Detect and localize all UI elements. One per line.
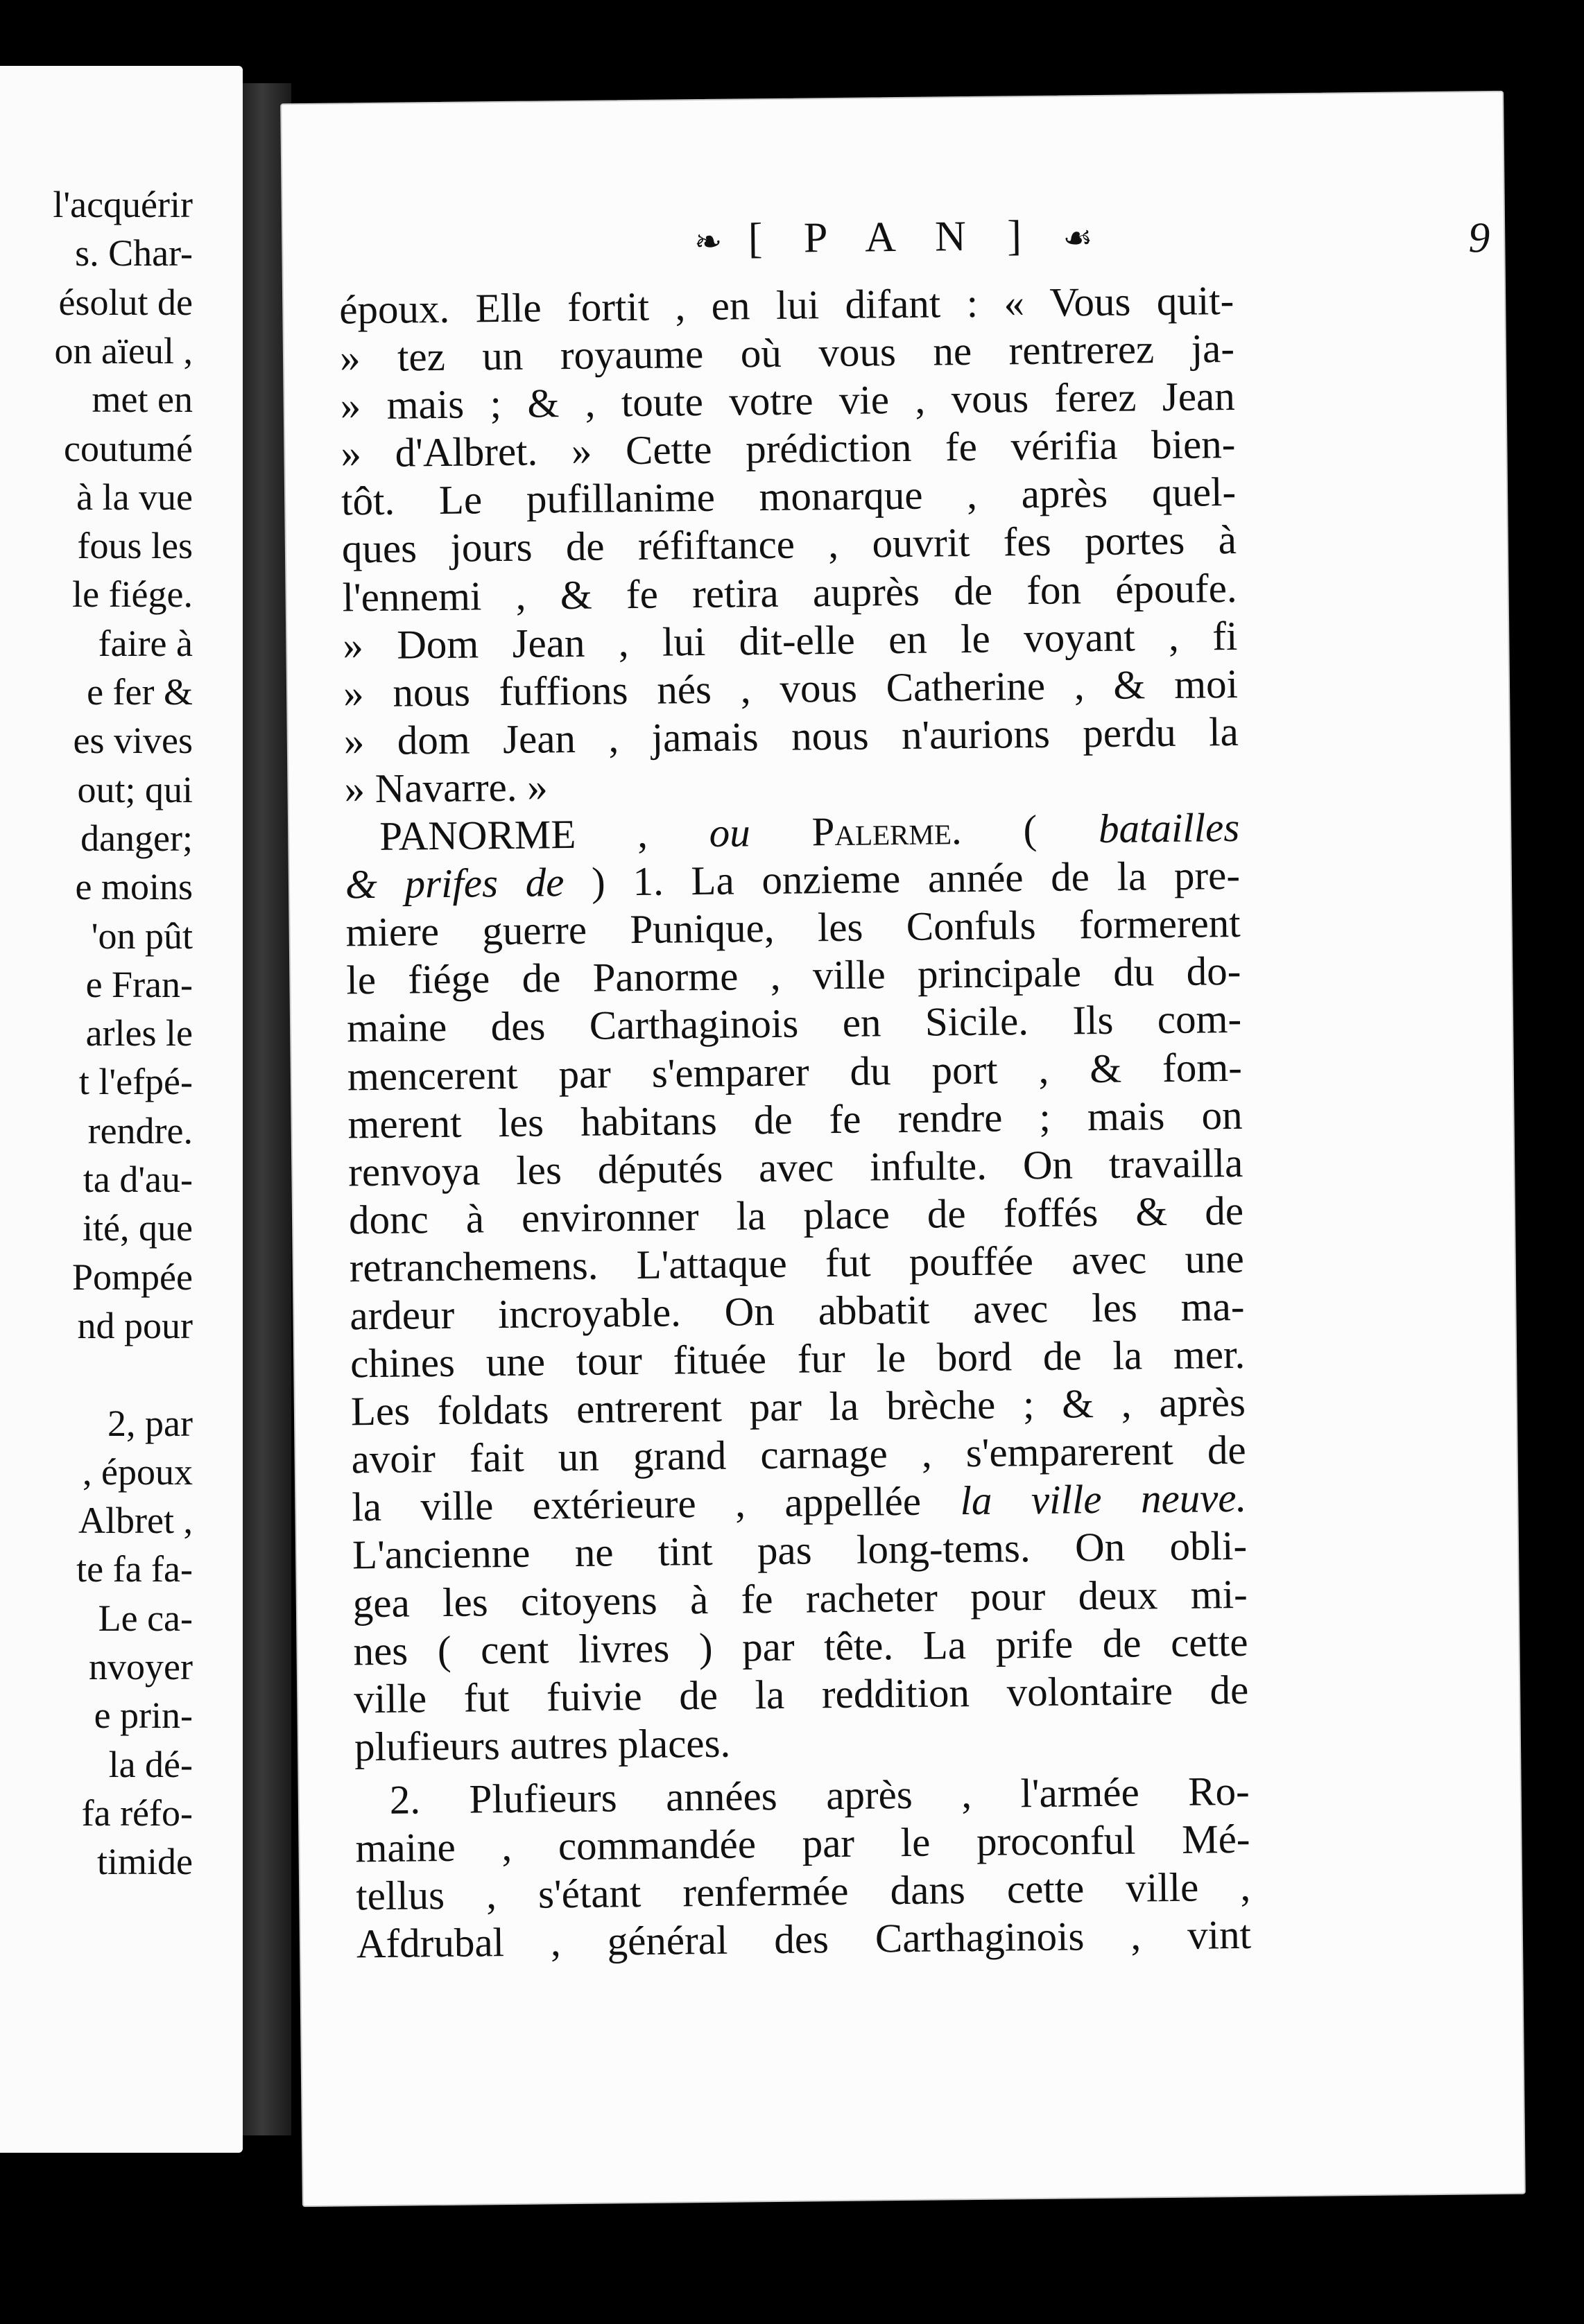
left-page-line: e Fran-: [85, 963, 193, 1005]
left-page-line: 'on pût: [91, 914, 193, 957]
paren-open: (: [1023, 806, 1038, 853]
left-page-line: ité, que: [83, 1207, 193, 1249]
left-page-line: te fa fa-: [76, 1548, 193, 1590]
text-line: avoir fait un grand carnage , s'emparerent de: [351, 1427, 1246, 1482]
text-line: ardeur incroyable. On abbatit avec les ma-: [350, 1283, 1245, 1339]
left-page-line: , époux: [83, 1450, 193, 1493]
left-page-line: fous les: [77, 525, 193, 567]
text-line: donc à environner la place de foffés & de: [348, 1187, 1244, 1243]
text-line: 2. Plufieurs années après , l'armée Ro-: [389, 1767, 1250, 1823]
text-line: L'ancienne ne tint pas long-tems. On obli-: [352, 1523, 1248, 1578]
left-page-line: 2, par: [107, 1402, 193, 1444]
left-page-line: es vives: [73, 720, 193, 762]
entry-first-line-text: 1. La onzieme année de la pre-: [632, 852, 1241, 905]
left-page-line: e prin-: [94, 1694, 193, 1737]
paren-close: ): [591, 858, 606, 905]
entry-subject-a: batailles: [1098, 804, 1240, 852]
left-page-line: Pompée: [72, 1256, 193, 1298]
text-line: » tez un royaume où vous ne rentrerez ja-: [339, 325, 1235, 381]
text-line: maine des Carthaginois en Sicile. Ils com-: [346, 996, 1242, 1051]
left-page-line: rendre.: [87, 1109, 193, 1152]
left-page-line: le fiége.: [72, 573, 193, 616]
text-line: ville fut fuivie de la reddition volontaire de: [353, 1666, 1249, 1722]
left-page-line: t l'efpé-: [78, 1061, 193, 1103]
text-line: mencerent par s'emparer du port , & fom-: [347, 1043, 1243, 1099]
left-page-line: faire à: [98, 622, 193, 664]
left-page-line: ésolut de: [58, 281, 193, 323]
left-page-line: coutumé: [64, 427, 193, 469]
text-line: » nous fuffions nés , vous Catherine , & moi: [343, 660, 1239, 716]
text-line: » Dom Jean , lui dit-elle en le voyant , fi: [342, 612, 1238, 668]
text-line: renvoya les députés avec infulte. On travailla: [347, 1139, 1243, 1195]
left-page-line: à la vue: [76, 476, 193, 518]
text-line: miere guerre Punique, les Confuls formerent: [345, 900, 1241, 955]
left-page-line: on aïeul ,: [54, 329, 193, 372]
right-page: [280, 91, 1526, 2207]
alt-headword: Palerme.: [811, 807, 963, 855]
left-page-line: ta d'au-: [83, 1159, 193, 1200]
left-page-line: met en: [92, 379, 193, 421]
ville-neuve-italic: la ville neuve.: [960, 1475, 1247, 1524]
left-page-line: timide: [97, 1841, 193, 1883]
left-page-line: e fer &: [87, 671, 193, 713]
text-line: tôt. Le pufillanime monarque , après quel-: [341, 469, 1237, 524]
left-page-line: nvoyer: [89, 1646, 193, 1688]
page-number: 9: [1467, 214, 1490, 262]
left-facing-page: [0, 66, 243, 2153]
text-line: le fiége de Panorme , ville principale du do-: [346, 948, 1241, 1003]
running-head-text: [ P A N ]: [748, 211, 1038, 263]
text-line: Afdrubal , général des Carthaginois , vint: [356, 1911, 1252, 1967]
text-line: » mais ; & , toute votre vie , vous ferez Jean: [340, 373, 1236, 428]
text-line: merent les habitans de fe rendre ; mais on: [347, 1091, 1243, 1147]
text-line: » d'Albret. » Cette prédiction fe vérifia bien-: [341, 421, 1236, 476]
headword-connector: ou: [709, 809, 751, 856]
left-page-line: arles le: [85, 1012, 193, 1055]
left-page-line: e moins: [75, 866, 193, 908]
left-page-line: Albret ,: [78, 1500, 193, 1542]
ornament-right-icon: ☙: [1062, 220, 1093, 257]
text-line: l'ennemi , & fe retira auprès de fon époufe.: [342, 564, 1237, 620]
text-line: plufieurs autres places.: [354, 1719, 731, 1770]
text-line: époux. Elle fortit , en lui difant : « Vous quit-: [338, 277, 1234, 333]
text-line: ques jours de réfiftance , ouvrit fes portes à: [341, 517, 1237, 572]
left-page-line: fa réfo-: [81, 1792, 193, 1834]
headword: PANORME: [379, 810, 576, 859]
paragraph-2: [354, 1767, 1251, 1968]
text-line: Les foldats entrerent par la brèche ; & , après: [350, 1379, 1246, 1434]
left-page-line: la dé-: [108, 1743, 193, 1785]
entry-headline: PANORME , ou Palerme. ( batailles: [379, 804, 1240, 859]
left-page-line: s. Char-: [75, 232, 193, 275]
opening-paragraph: [339, 277, 1239, 813]
text-line: chines une tour fituée fur le bord de la mer.: [350, 1330, 1246, 1387]
text-line: » dom Jean , jamais nous n'aurions perdu la: [343, 708, 1239, 764]
text-line: nes ( cent livres ) par tête. La prife de cette: [353, 1618, 1248, 1674]
text-line: gea les citoyens à fe racheter pour deux mi-: [352, 1570, 1248, 1626]
page-body: [339, 277, 1251, 1968]
left-page-line: danger;: [80, 817, 193, 859]
text-line-part: la ville extérieure , appellée: [352, 1478, 922, 1530]
paragraph-1: [345, 899, 1246, 1484]
left-page-line: l'acquérir: [53, 184, 193, 225]
text-line: tellus , s'étant renfermée dans cette ville ,: [355, 1863, 1251, 1919]
running-head: [283, 207, 1504, 268]
text-line: retranchemens. L'attaque fut pouffée avec une: [349, 1235, 1245, 1291]
entry-subject-b: & prifes de: [345, 859, 565, 908]
text-line: » Navarre. »: [344, 763, 549, 812]
left-page-line: nd pour: [77, 1304, 193, 1346]
left-page-line: Le ca-: [98, 1597, 193, 1639]
left-page-line: out; qui: [77, 768, 193, 810]
text-line: maine , commandée par le proconful Mé-: [355, 1815, 1250, 1871]
paragraph-1-tail: [352, 1522, 1250, 1771]
ornament-left-icon: ❧: [694, 223, 723, 261]
